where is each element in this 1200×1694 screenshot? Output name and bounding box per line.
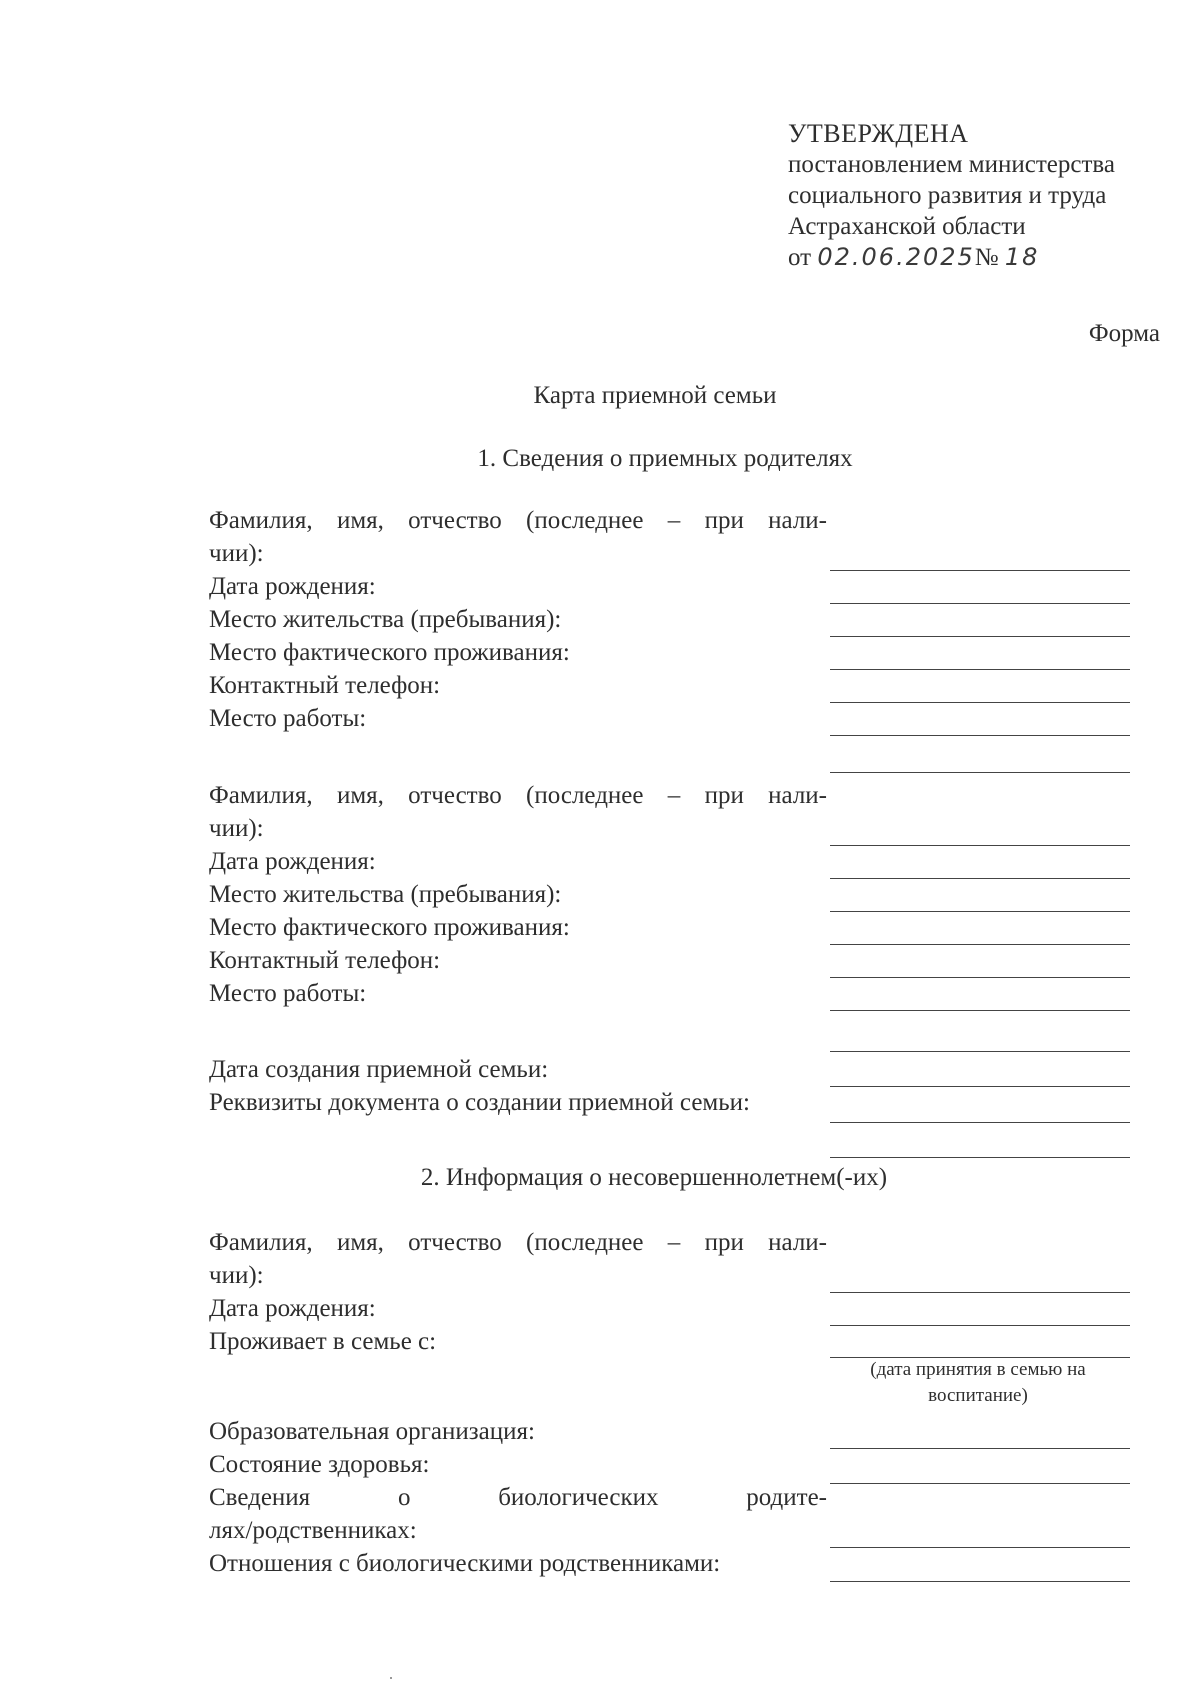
bio-parents-label: Сведения о биологических родите- — [209, 1484, 827, 1511]
parent2-fio-label-cont: чии): — [209, 815, 264, 842]
document-title: Карта приемной семьи — [533, 382, 777, 409]
parent1-work-label: Место работы: — [209, 705, 367, 732]
minor-fields — [209, 1226, 827, 1358]
health-field[interactable] — [830, 1483, 1130, 1484]
approval-date-line — [788, 242, 1115, 273]
parent1-actual-residence-label: Место фактического проживания: — [209, 639, 570, 666]
parent1-birth-date-field[interactable] — [830, 603, 1130, 604]
approval-block — [788, 118, 1115, 273]
approval-line-3: Астраханской области — [788, 213, 1026, 240]
parent1-fio-label: Фамилия, имя, отчество (последнее – при нали- — [209, 507, 827, 534]
family-creation-date-label: Дата создания приемной семьи: — [209, 1056, 549, 1083]
parent1-birth-date-label: Дата рождения: — [209, 573, 376, 600]
bio-parents-label-cont: лях/родственниках: — [209, 1517, 417, 1544]
minor-fio-label: Фамилия, имя, отчество (последнее – при нали- — [209, 1229, 827, 1256]
minor-fio-field[interactable] — [830, 1292, 1130, 1293]
lives-since-note: (дата принятия в семью на воспитание) — [870, 1359, 1086, 1406]
parent1-fio-field[interactable] — [830, 570, 1130, 571]
parent2-actual-residence-label: Место фактического проживания: — [209, 914, 570, 941]
parent2-fio-field[interactable] — [830, 845, 1130, 846]
parent1-extra-field[interactable] — [830, 772, 1130, 773]
parent2-extra-field[interactable] — [830, 1051, 1130, 1052]
parent2-phone-field[interactable] — [830, 977, 1130, 978]
parent2-work-label: Место работы: — [209, 980, 367, 1007]
health-label: Состояние здоровья: — [209, 1451, 430, 1478]
approval-line-2: социального развития и труда — [788, 182, 1107, 209]
parent2-fio-label: Фамилия, имя, отчество (последнее – при нали- — [209, 782, 827, 809]
family-document-field-2[interactable] — [830, 1157, 1130, 1158]
parent2-work-field[interactable] — [830, 1010, 1130, 1011]
family-document-label: Реквизиты документа о создании приемной семьи: — [209, 1089, 750, 1116]
parent2-birth-date-field[interactable] — [830, 878, 1130, 879]
parent1-phone-field[interactable] — [830, 702, 1130, 703]
scan-speck — [390, 1677, 392, 1679]
education-field[interactable] — [830, 1448, 1130, 1449]
parent1-work-field[interactable] — [830, 735, 1130, 736]
parent2-residence-label: Место жительства (пребывания): — [209, 881, 562, 908]
section1-heading: 1. Сведения о приемных родителях — [477, 445, 853, 472]
form-label: Форма — [1088, 320, 1160, 347]
parent1-phone-label: Контактный телефон: — [209, 672, 441, 699]
parent2-fields — [209, 779, 827, 1010]
approval-title: УТВЕРЖДЕНА — [788, 119, 969, 148]
family-fields — [209, 1053, 849, 1119]
parent2-birth-date-label: Дата рождения: — [209, 848, 376, 875]
approval-number-sign: № — [974, 244, 999, 271]
minor-fio-label-cont: чии): — [209, 1262, 264, 1289]
family-creation-date-field[interactable] — [830, 1086, 1130, 1087]
parent1-fio-label-cont: чии): — [209, 540, 264, 567]
parent1-residence-label: Место жительства (пребывания): — [209, 606, 562, 633]
parent2-phone-label: Контактный телефон: — [209, 947, 441, 974]
approval-line-1: постановлением министерства — [788, 151, 1115, 178]
parent1-residence-field[interactable] — [830, 636, 1130, 637]
bio-relations-label: Отношения с биологическими родственниками: — [209, 1550, 721, 1577]
minor-fields-2 — [209, 1415, 827, 1547]
minor-lives-since-label: Проживает в семье с: — [209, 1328, 437, 1355]
parent2-residence-field[interactable] — [830, 911, 1130, 912]
parent1-actual-residence-field[interactable] — [830, 669, 1130, 670]
minor-birth-date-field[interactable] — [830, 1325, 1130, 1326]
parent1-fields — [209, 504, 827, 735]
minor-birth-date-label: Дата рождения: — [209, 1295, 376, 1322]
approval-number-handwritten: 18 — [1004, 243, 1040, 271]
bio-parents-field[interactable] — [830, 1547, 1130, 1548]
approval-date-handwritten: 02.06.2025 — [817, 243, 975, 271]
minor-fields-3 — [209, 1547, 849, 1580]
approval-date-prefix: от — [788, 244, 812, 271]
family-document-field[interactable] — [830, 1122, 1130, 1123]
bio-relations-field[interactable] — [830, 1581, 1130, 1582]
section2-heading: 2. Информация о несовершеннолетнем(-их) — [420, 1164, 888, 1191]
parent2-actual-residence-field[interactable] — [830, 944, 1130, 945]
education-label: Образовательная организация: — [209, 1418, 535, 1445]
